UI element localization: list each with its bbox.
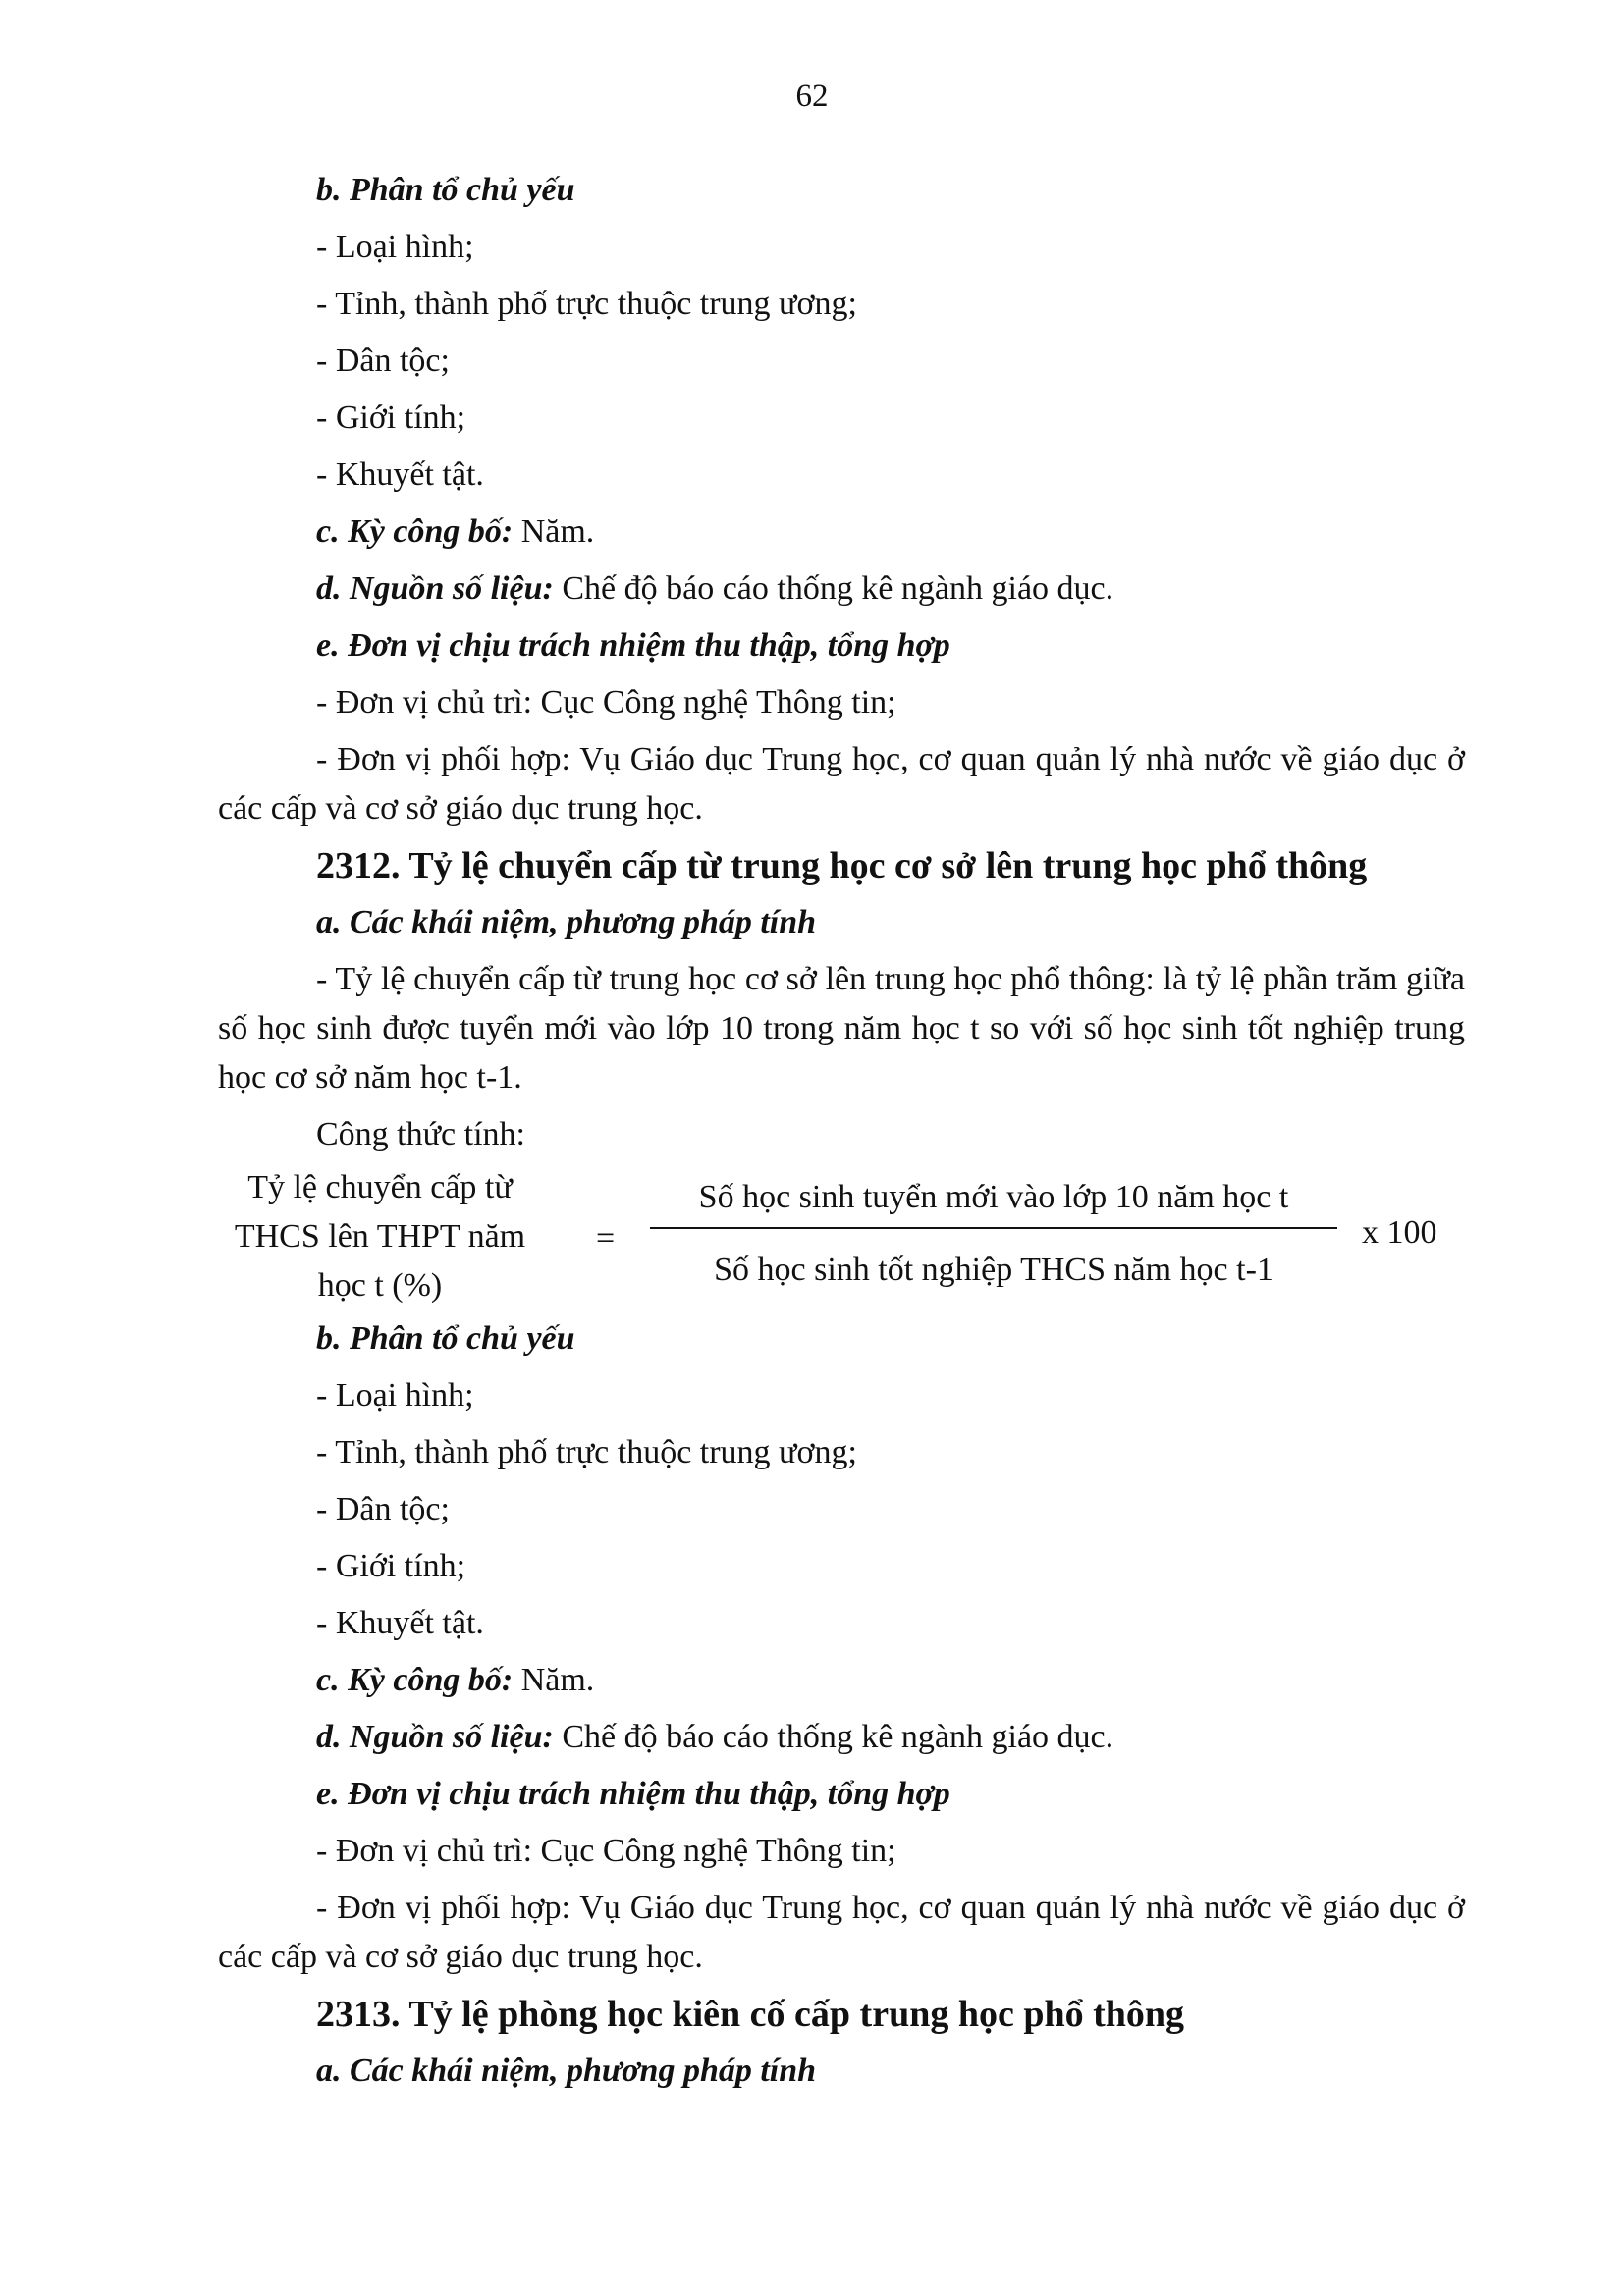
breakdown-title: b. Phân tổ chủ yếu	[316, 172, 575, 208]
publication-period-value: Năm.	[513, 513, 595, 550]
publication-period-label: c. Kỳ công bố:	[316, 1662, 514, 1698]
formula-lhs-line: THCS lên THPT năm	[234, 1218, 526, 1255]
responsible-unit-title: e. Đơn vị chịu trách nhiệm thu thập, tổng hợp	[316, 1776, 950, 1812]
formula-label: Công thức tính:	[316, 1116, 525, 1152]
formula-lhs-line: học t (%)	[317, 1267, 443, 1304]
lead-unit: - Đơn vị chủ trì: Cục Công nghệ Thông tin;	[316, 684, 896, 721]
breakdown-item: - Giới tính;	[316, 400, 466, 436]
responsible-unit-title: e. Đơn vị chịu trách nhiệm thu thập, tổng hợp	[316, 627, 950, 664]
publication-period-value: Năm.	[513, 1662, 595, 1698]
lead-unit: - Đơn vị chủ trì: Cục Công nghệ Thông tin;	[316, 1833, 896, 1869]
concept-method-title: a. Các khái niệm, phương pháp tính	[316, 2053, 817, 2089]
publication-period	[218, 1652, 1465, 1709]
formula-multiplier: x 100	[1362, 1214, 1437, 1251]
breakdown-item: - Tỉnh, thành phố trực thuộc trung ương;	[316, 1434, 857, 1470]
formula-numerator: Số học sinh tuyển mới vào lớp 10 năm học t	[698, 1179, 1289, 1215]
data-source-label: d. Nguồn số liệu:	[316, 570, 554, 607]
data-source-label: d. Nguồn số liệu:	[316, 1719, 554, 1755]
formula	[218, 1163, 1465, 1310]
coordinating-unit: - Đơn vị phối hợp: Vụ Giáo dục Trung học, cơ quan quản lý nhà nước về giáo dục ở các cấp và cơ sở giáo dục trung học.	[218, 741, 1465, 827]
formula-lhs-line: Tỷ lệ chuyển cấp từ	[247, 1169, 513, 1205]
breakdown-item: - Khuyết tật.	[316, 456, 484, 493]
breakdown-item: - Loại hình;	[316, 229, 474, 265]
breakdown-item: - Dân tộc;	[316, 343, 450, 379]
breakdown-item: - Giới tính;	[316, 1548, 466, 1584]
fraction-bar	[650, 1227, 1337, 1229]
data-source-value: Chế độ báo cáo thống kê ngành giáo dục.	[553, 570, 1114, 607]
definition-paragraph: - Tỷ lệ chuyển cấp từ trung học cơ sở lên trung học phổ thông: là tỷ lệ phần trăm giữa số học sinh được tuyển mới vào lớp 10 trong năm học t so với số học sinh tốt nghiệp trung học cơ sở năm học t-1.	[218, 961, 1465, 1095]
breakdown-item: - Loại hình;	[316, 1377, 474, 1414]
formula-equals: =	[596, 1220, 616, 1256]
document-body	[218, 162, 1465, 2100]
breakdown-item: - Dân tộc;	[316, 1491, 450, 1527]
section-heading-2313: 2313. Tỷ lệ phòng học kiên cố cấp trung học phổ thông	[316, 1994, 1185, 2035]
breakdown-title: b. Phân tổ chủ yếu	[316, 1320, 575, 1357]
coordinating-unit: - Đơn vị phối hợp: Vụ Giáo dục Trung học, cơ quan quản lý nhà nước về giáo dục ở các cấp và cơ sở giáo dục trung học.	[218, 1890, 1465, 1975]
section-heading-2312: 2312. Tỷ lệ chuyển cấp từ trung học cơ sở lên trung học phổ thông	[316, 845, 1368, 886]
publication-period-label: c. Kỳ công bố:	[316, 513, 514, 550]
data-source	[218, 1709, 1465, 1766]
data-source-value: Chế độ báo cáo thống kê ngành giáo dục.	[553, 1719, 1114, 1755]
breakdown-item: - Tỉnh, thành phố trực thuộc trung ương;	[316, 286, 857, 322]
formula-lhs	[218, 1163, 542, 1310]
formula-denominator: Số học sinh tốt nghiệp THCS năm học t-1	[714, 1252, 1273, 1288]
publication-period	[218, 504, 1465, 561]
page-number: 62	[795, 79, 829, 114]
data-source	[218, 561, 1465, 617]
breakdown-item: - Khuyết tật.	[316, 1605, 484, 1641]
concept-method-title: a. Các khái niệm, phương pháp tính	[316, 904, 817, 940]
